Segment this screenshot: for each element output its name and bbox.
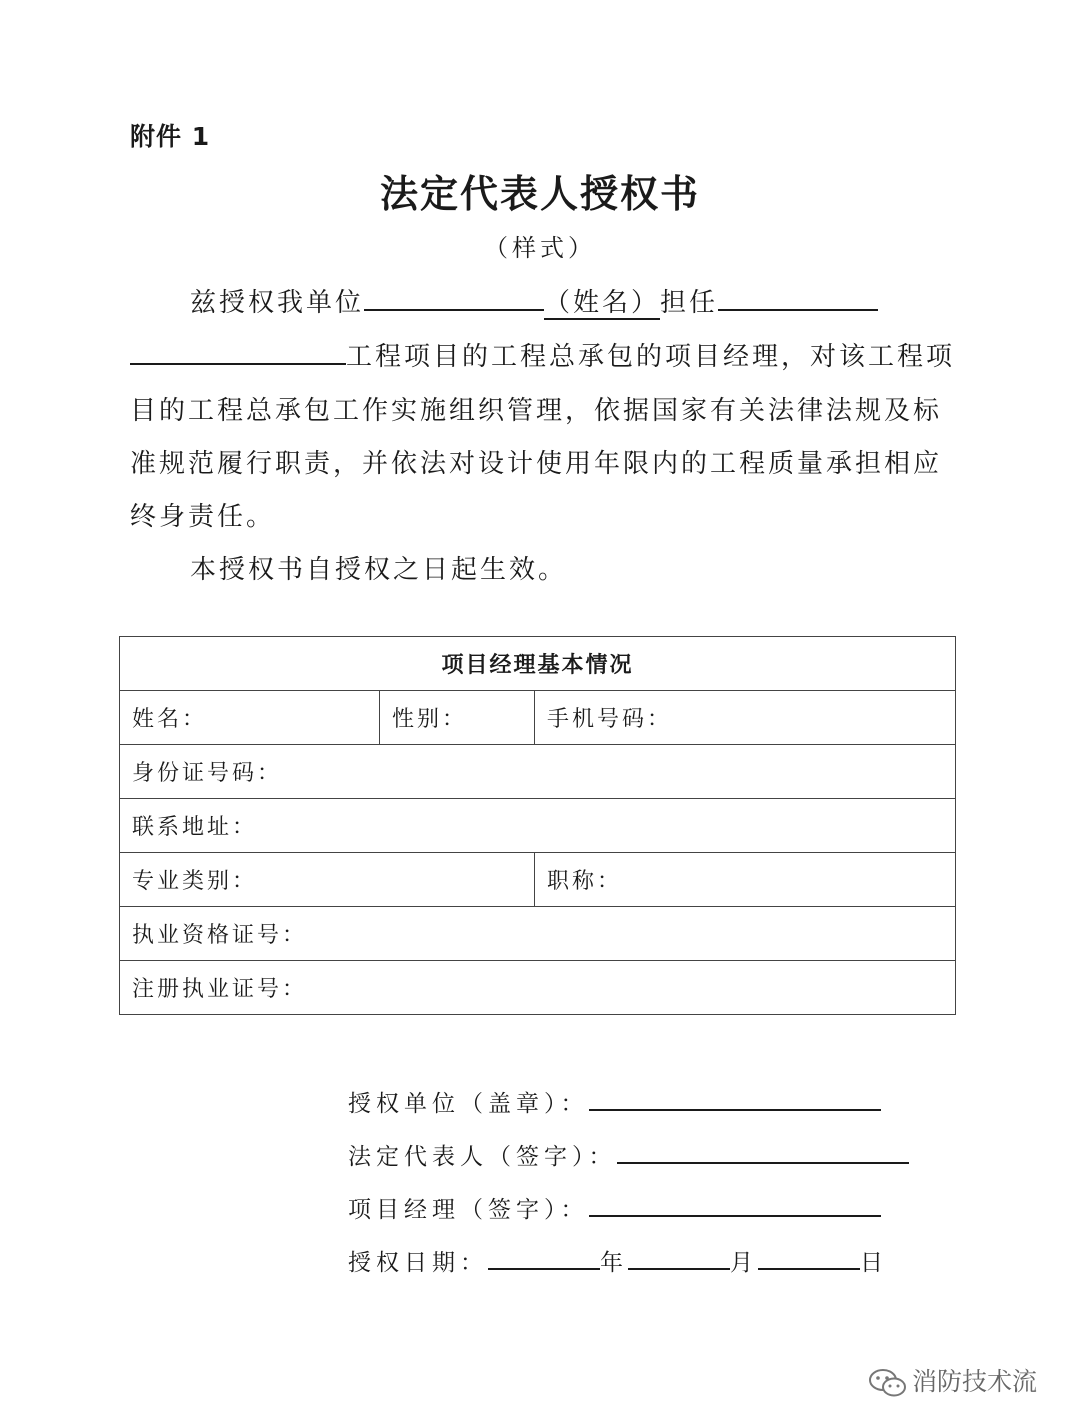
qualification-cert-cell[interactable]: 执业资格证号： [120,907,956,961]
date-row [348,1244,888,1277]
professional-title-cell[interactable]: 职称： [535,853,956,907]
authorize-lead: 兹授权我单位 [190,288,365,318]
name-blank[interactable] [364,285,544,311]
month-blank[interactable] [628,1246,730,1270]
name-hint: （姓名） [544,288,661,318]
year-blank[interactable] [488,1246,600,1270]
day-label: 日 [860,1250,888,1276]
specialty-cell[interactable]: 专业类别： [120,853,535,907]
registration-cert-cell[interactable]: 注册执业证号： [120,961,956,1015]
watermark [868,1362,1037,1399]
table-heading: 项目经理基本情况 [120,637,956,691]
manager-sign-label: 项目经理（签字）： [348,1197,589,1223]
phone-cell[interactable]: 手机号码： [535,691,956,745]
attachment-label: 附件 1 [130,122,211,151]
name-cell[interactable]: 姓名： [120,691,380,745]
unit-seal-label: 授权单位（盖章）： [348,1091,589,1117]
assume-text: 担任 [660,288,719,318]
legal-rep-label: 法定代表人（签字）： [348,1144,617,1170]
paragraph-line-1 [190,282,878,319]
project-blank-2[interactable] [130,339,346,365]
paragraph-line-4: 准规范履行职责，并依法对设计使用年限内的工程质量承担相应 [130,449,943,479]
paragraph-line-5: 终身责任。 [130,502,276,532]
paragraph-2: 本授权书自授权之日起生效。 [190,555,568,585]
day-blank[interactable] [758,1246,860,1270]
watermark-text: 消防技术流 [912,1367,1038,1396]
paragraph-line-2 [130,336,955,373]
wechat-icon [868,1367,908,1399]
manager-sign-row [348,1191,881,1224]
legal-rep-blank[interactable] [617,1140,909,1164]
document-subtitle: （样式） [484,234,596,262]
year-label: 年 [600,1250,628,1276]
manager-sign-blank[interactable] [589,1193,881,1217]
month-label: 月 [730,1250,758,1276]
id-number-cell[interactable]: 身份证号码： [120,745,956,799]
legal-rep-row [348,1138,909,1171]
manager-info-table [119,636,956,1015]
date-label: 授权日期： [348,1250,488,1276]
project-blank-1[interactable] [718,285,878,311]
paragraph-text-2: 工程项目的工程总承包的项目经理，对该工程项 [346,342,956,372]
unit-seal-blank[interactable] [589,1087,881,1111]
paragraph-line-3: 目的工程总承包工作实施组织管理，依据国家有关法律法规及标 [130,396,943,426]
address-cell[interactable]: 联系地址： [120,799,956,853]
gender-cell[interactable]: 性别： [380,691,535,745]
document-title: 法定代表人授权书 [379,172,700,216]
unit-seal-row [348,1085,881,1118]
